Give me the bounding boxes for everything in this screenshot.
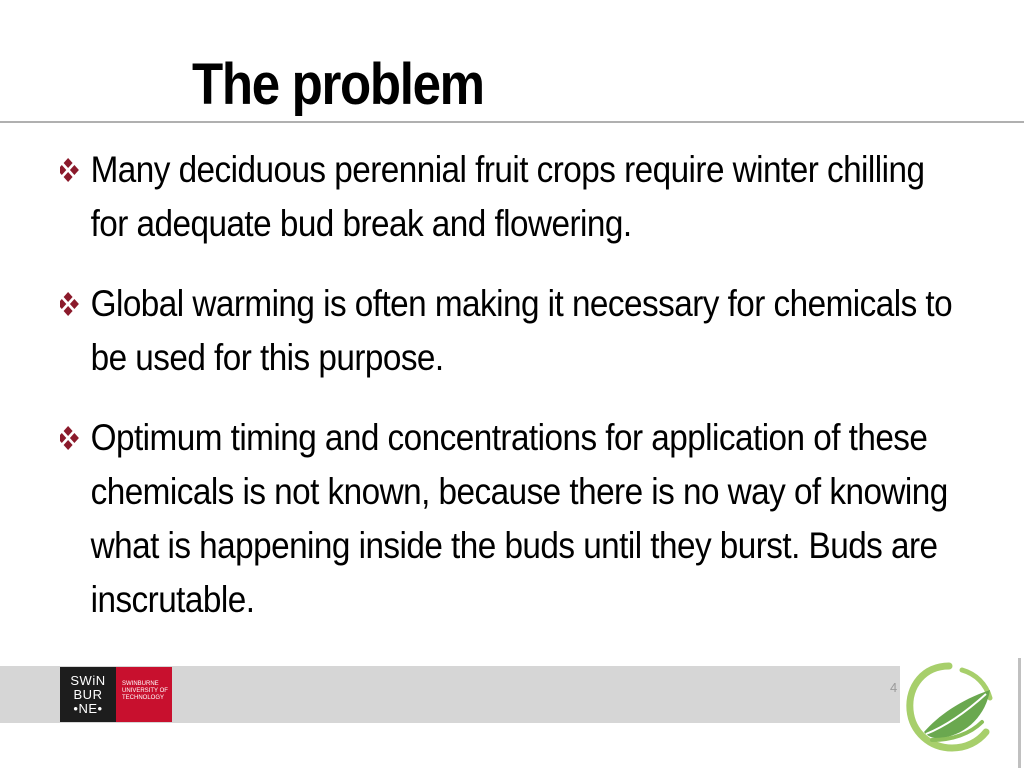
bullet-text: Many deciduous perennial fruit crops require winter chilling for adequate bud break and flowering. [90,149,925,244]
page-number: 4 [890,680,898,695]
logo-tagline-line: SWINBURNE [122,681,159,687]
four-diamond-bullet-icon [60,290,89,318]
slide-edge-line [1018,658,1021,768]
bullet-item [60,411,955,627]
bullet-item [60,277,955,385]
green-leaf-logo-icon [902,660,996,752]
logo-line: •NE• [73,700,103,716]
swinburne-logo-tagline [116,667,172,722]
logo-line: BUR [73,686,103,702]
slide-title: The problem [192,52,484,117]
four-diamond-bullet-icon [60,156,89,184]
logo-tagline-line: TECHNOLOGY [122,695,165,701]
logo-tagline-line: UNIVERSITY OF [122,688,168,694]
logo-line: SWiN [70,672,106,688]
bullet-item [60,143,955,251]
bullet-text: Global warming is often making it necessary for chemicals to be used for this purpose. [90,283,953,378]
swinburne-logo-mark [60,667,116,722]
bullet-list [60,143,960,655]
swinburne-logo [60,667,172,722]
bullet-text: Optimum timing and concentrations for application of these chemicals is not known, because there is no way of knowing what is happening inside the buds until they burst. Buds are inscrutable. [90,417,948,620]
four-diamond-bullet-icon [60,424,89,452]
title-divider [0,121,1024,123]
